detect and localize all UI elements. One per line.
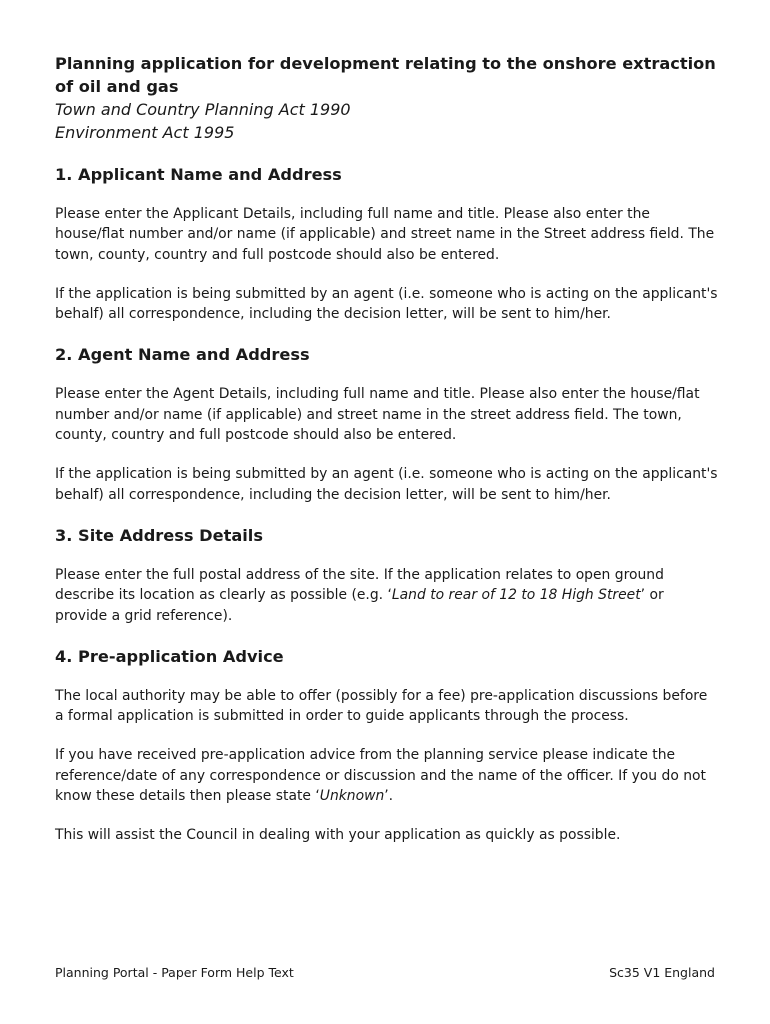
section-pre-application-paragraph-1: The local authority may be able to offer (possibly for a fee) pre-application discussions before a formal application is submitted in order to guide applicants through the process. bbox=[55, 687, 708, 725]
site-address-text-after: ’ or provide a grid reference). bbox=[55, 587, 664, 624]
section-agent-paragraph-1: Please enter the Agent Details, including full name and title. Please also enter the house/flat number and/or name (if applicable) and street name in the street address field. The town, county, country and full postcode should also be entered. bbox=[55, 386, 700, 444]
section-pre-application-paragraph-2 bbox=[55, 745, 720, 806]
section-site-address-paragraph bbox=[55, 565, 720, 626]
pre-application-text-before: If you have received pre-application advice from the planning service please indicate the reference/date of any correspondence or discussion and the name of the officer. If you do not know these details then please state ‘ bbox=[55, 747, 706, 805]
footer-right-text: Sc35 V1 England bbox=[609, 965, 715, 980]
site-address-text-before: Please enter the full postal address of the site. If the application relates to open ground describe its location as clearly as possible (e.g. ‘ bbox=[55, 566, 664, 604]
section-pre-application-closing: This will assist the Council in dealing with your application as quickly as possible. bbox=[55, 827, 621, 844]
document-page bbox=[55, 52, 720, 846]
section-heading-site-address: 3. Site Address Details bbox=[55, 525, 263, 545]
section-applicant-paragraph-2: If the application is being submitted by an agent (i.e. someone who is acting on the applicant's behalf) all correspondence, including the decision letter, will be sent to him/her. bbox=[55, 285, 718, 323]
document-title: Planning application for development relating to the onshore extraction of oil and gas bbox=[55, 54, 716, 96]
footer-left-text: Planning Portal - Paper Form Help Text bbox=[55, 965, 294, 980]
section-heading-pre-application: 4. Pre-application Advice bbox=[55, 646, 284, 666]
section-applicant-paragraph-1: Please enter the Applicant Details, including full name and title. Please also enter the house/flat number and/or name (if applicable) and street name in the Street address field. The town, county, country and full postcode should also be entered. bbox=[55, 206, 715, 263]
site-address-example: Land to rear of 12 to 18 High Street bbox=[391, 587, 641, 604]
section-heading-agent: 2. Agent Name and Address bbox=[55, 345, 310, 365]
document-subtitle-act-1995: Environment Act 1995 bbox=[55, 123, 235, 142]
pre-application-unknown: Unknown bbox=[319, 788, 385, 805]
pre-application-text-after: ’. bbox=[384, 788, 394, 805]
section-agent-paragraph-2: If the application is being submitted by an agent (i.e. someone who is acting on the applicant's behalf) all correspondence, including the decision letter, will be sent to him/her. bbox=[55, 466, 718, 503]
section-heading-applicant: 1. Applicant Name and Address bbox=[55, 165, 342, 184]
document-subtitle-act-1990: Town and Country Planning Act 1990 bbox=[55, 100, 351, 119]
